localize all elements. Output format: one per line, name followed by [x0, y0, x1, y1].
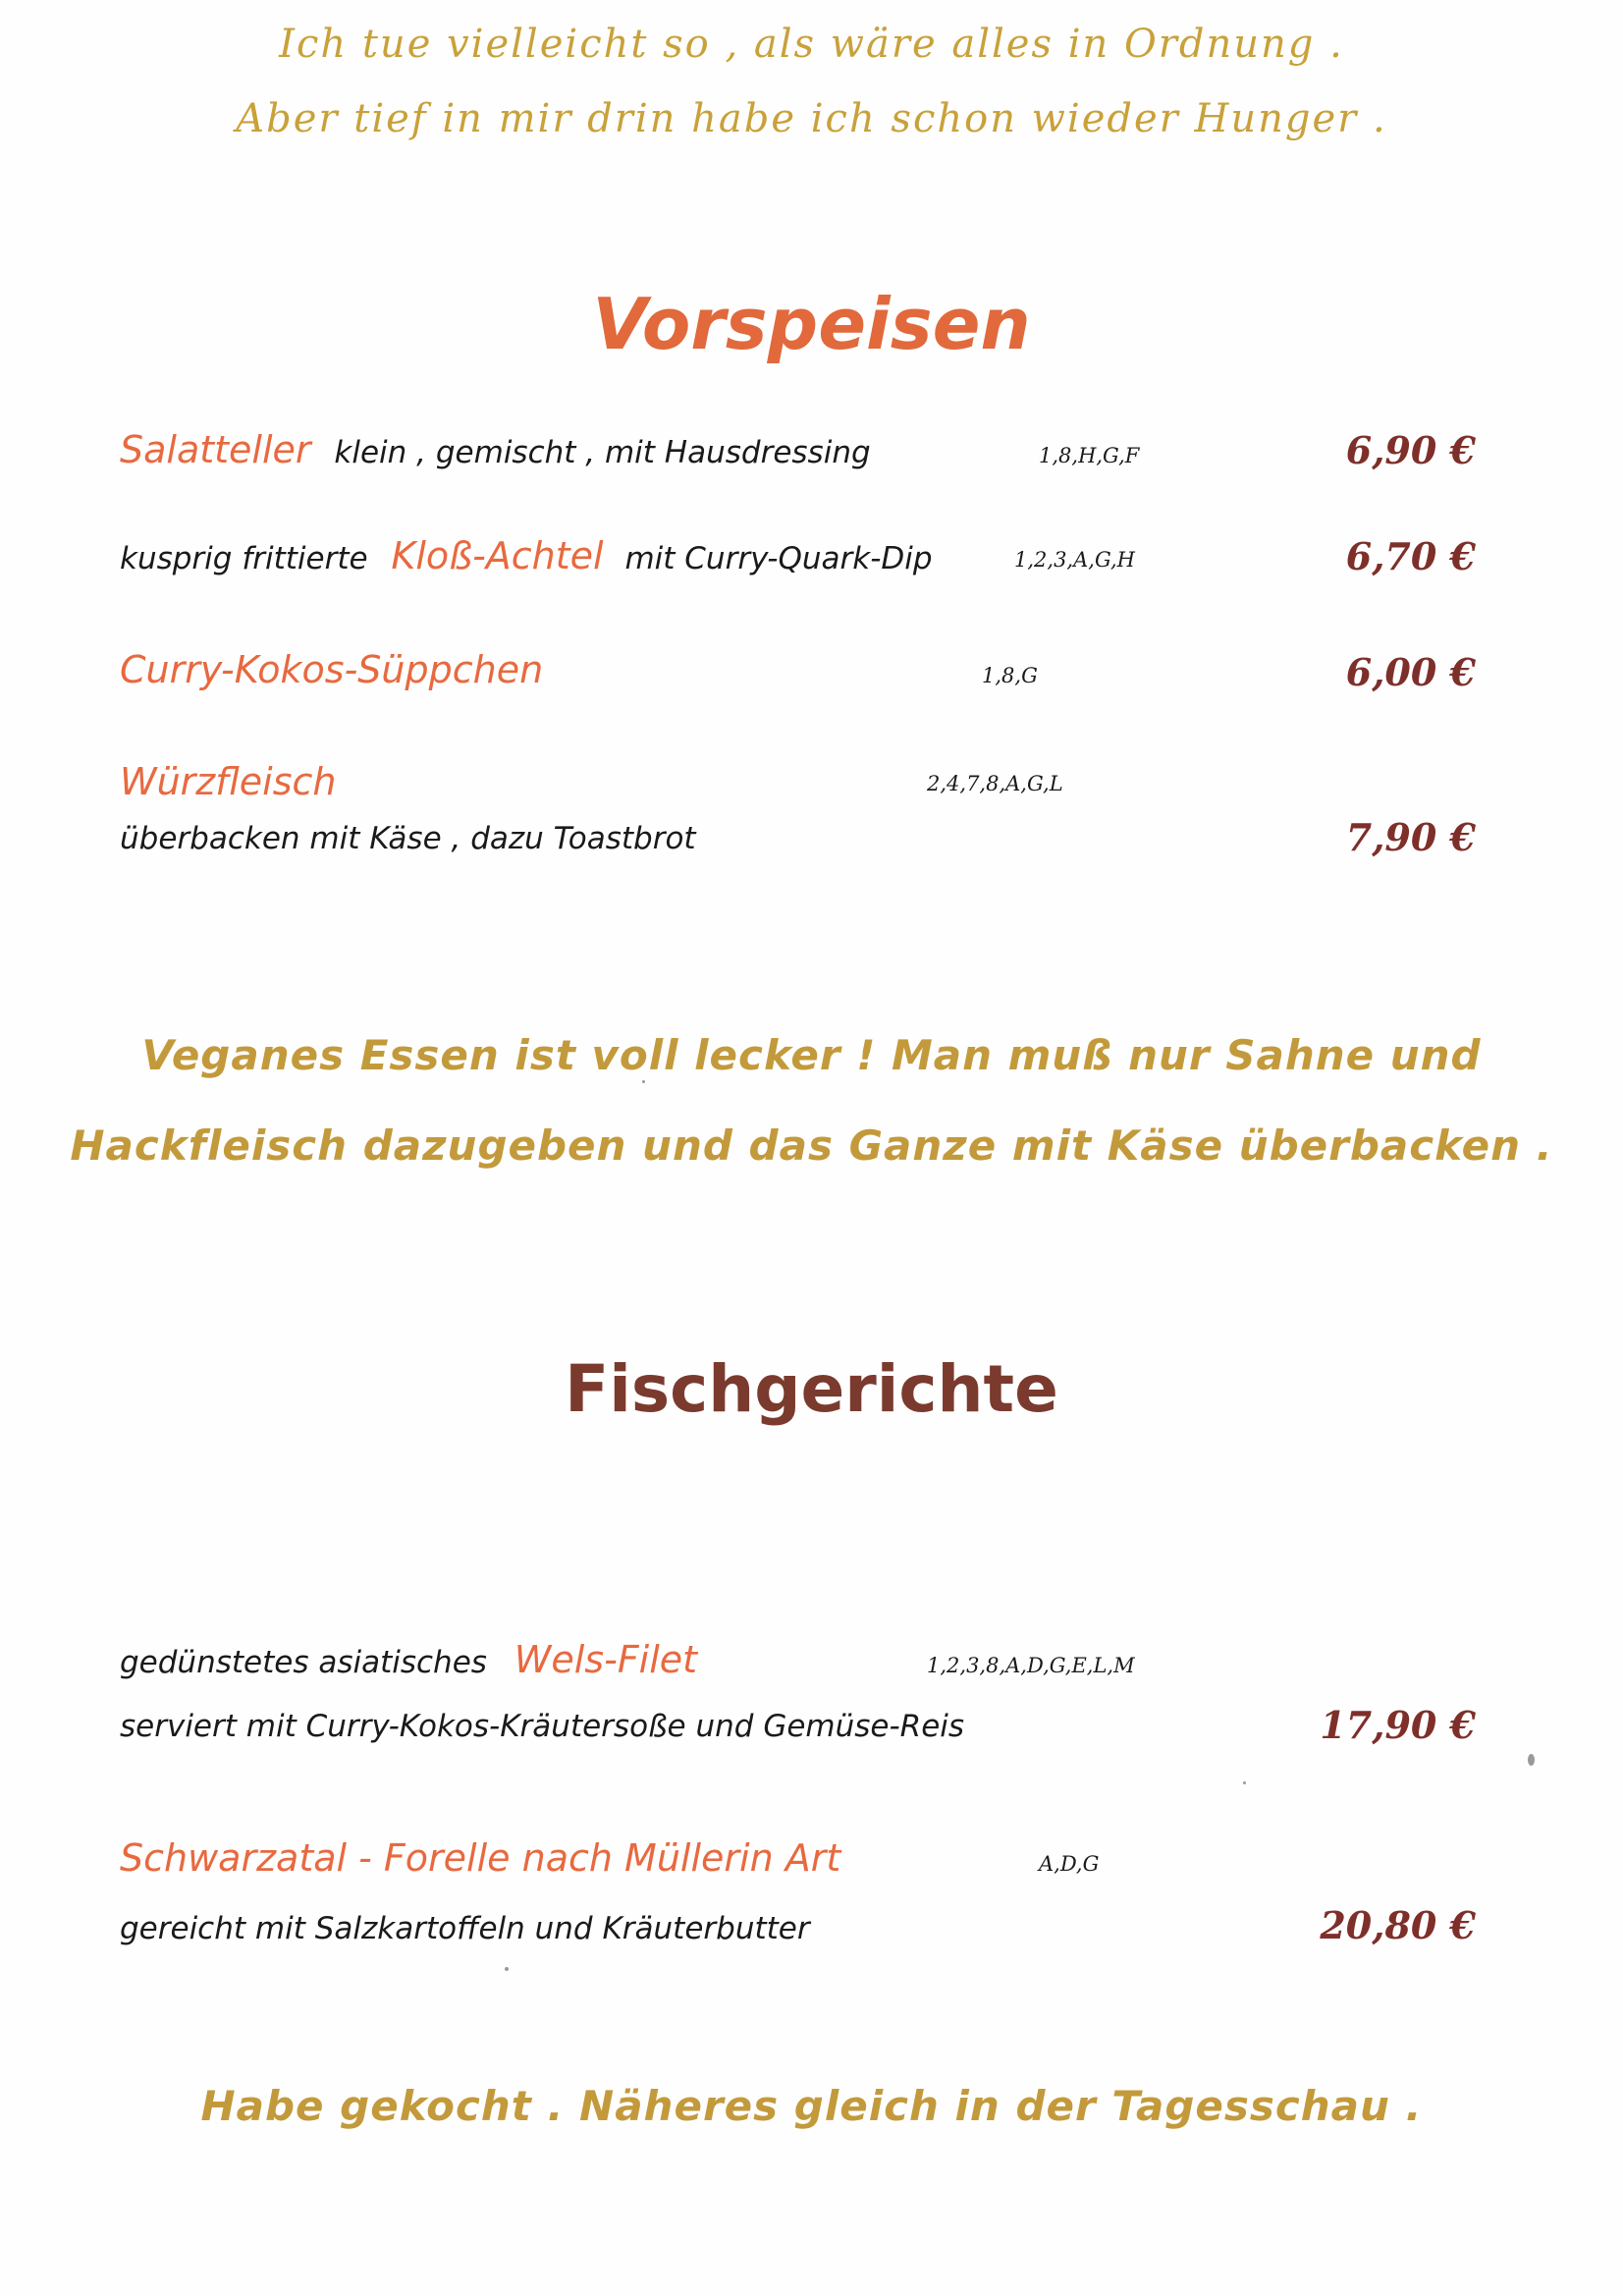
item-allergens: 1,2,3,A,G,H	[1014, 548, 1135, 572]
menu-item-curry-kokos-sueppchen	[120, 648, 543, 691]
item-price: 6,70 €	[1345, 534, 1476, 578]
scan-speck	[1528, 1754, 1535, 1766]
item-description: mit Curry-Quark-Dip	[624, 541, 933, 576]
menu-item-salatteller	[120, 428, 871, 471]
item-name: Wels-Filet	[514, 1638, 698, 1681]
item-allergens: 1,2,3,8,A,D,G,E,L,M	[927, 1654, 1135, 1677]
top-quote-line-2: Aber tief in mir drin habe ich schon wieder Hunger .	[236, 96, 1387, 141]
menu-item-kloss-achtel	[120, 534, 933, 577]
menu-item-wuerzfleisch	[120, 760, 337, 803]
scan-speck	[1243, 1781, 1246, 1784]
item-name: Würzfleisch	[120, 760, 337, 803]
item-allergens: 1,8,H,G,F	[1039, 444, 1140, 467]
item-description-prefix: gedünstetes asiatisches	[120, 1645, 487, 1680]
item-price: 6,90 €	[1345, 428, 1476, 472]
item-description-line-2: gereicht mit Salzkartoffeln und Kräuterbutter	[120, 1911, 810, 1946]
item-name: Kloß-Achtel	[391, 534, 604, 577]
section-title-fischgerichte: Fischgerichte	[565, 1351, 1058, 1427]
item-price: 6,00 €	[1345, 650, 1476, 694]
item-allergens: A,D,G	[1039, 1852, 1100, 1876]
scan-speck	[642, 1080, 645, 1083]
middle-quote-line-2: Hackfleisch dazugeben und das Ganze mit Käse überbacken .	[70, 1121, 1553, 1170]
scan-speck	[505, 1967, 509, 1971]
item-description: klein , gemischt , mit Hausdressing	[334, 435, 871, 470]
item-name: Curry-Kokos-Süppchen	[120, 648, 544, 691]
item-name: Schwarzatal - Forelle nach Müllerin Art	[120, 1836, 841, 1880]
item-description-prefix: kusprig frittierte	[120, 541, 368, 576]
item-description-line-2: überbacken mit Käse , dazu Toastbrot	[120, 821, 696, 856]
middle-quote-line-1: Veganes Essen ist voll lecker ! Man muß nur Sahne und	[141, 1031, 1482, 1079]
item-price: 20,80 €	[1320, 1903, 1476, 1947]
section-title-vorspeisen: Vorspeisen	[592, 283, 1031, 365]
item-allergens: 1,8,G	[982, 664, 1038, 687]
item-allergens: 2,4,7,8,A,G,L	[927, 772, 1063, 795]
item-name: Salatteller	[120, 428, 311, 471]
menu-item-forelle	[120, 1836, 840, 1880]
item-price: 17,90 €	[1320, 1703, 1476, 1747]
item-description-line-2: serviert mit Curry-Kokos-Kräutersoße und Gemüse-Reis	[120, 1709, 965, 1744]
item-price: 7,90 €	[1345, 815, 1476, 859]
bottom-quote: Habe gekocht . Näheres gleich in der Tagesschau .	[200, 2082, 1423, 2130]
top-quote-line-1: Ich tue vielleicht so , als wäre alles in Ordnung .	[279, 22, 1344, 67]
menu-item-wels-filet	[120, 1638, 697, 1681]
